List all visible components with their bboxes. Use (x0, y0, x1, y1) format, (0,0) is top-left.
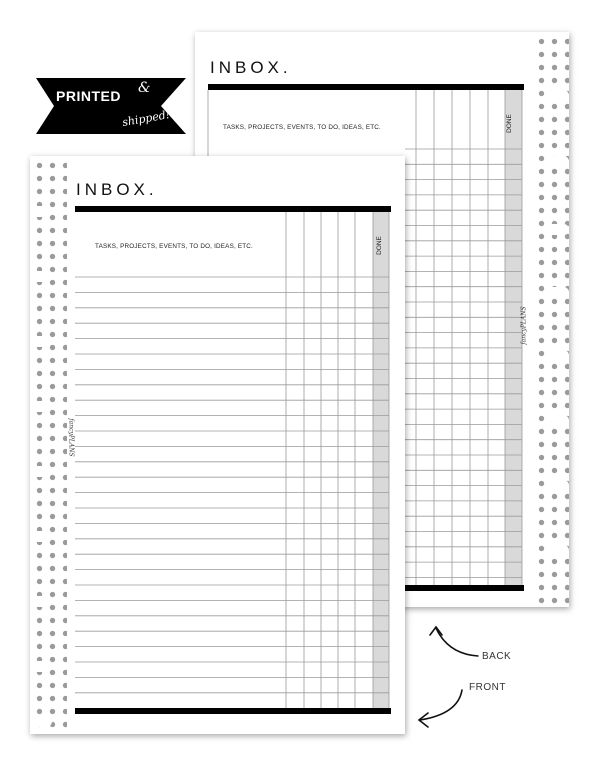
front-label: FRONT (469, 682, 506, 693)
banner-ampersand: & (138, 80, 151, 96)
back-label: BACK (482, 651, 512, 662)
banner-shipped-text: shipped! (121, 107, 172, 130)
front-arrow-icon (419, 690, 462, 727)
front-brand-logo: fancyPLANS (67, 418, 75, 457)
back-done-label: DONE (505, 114, 513, 133)
back-page-subtitle: TASKS, PROJECTS, EVENTS, TO DO, IDEAS, ETC. (223, 124, 382, 131)
back-arrow-icon (430, 627, 478, 656)
banner-printed-text: PRINTED (56, 88, 121, 104)
back-brand-logo: fancyPLANS (520, 306, 528, 345)
front-page-title: INBOX. (76, 180, 158, 199)
back-page-title: INBOX. (210, 58, 292, 77)
front-page-subtitle: TASKS, PROJECTS, EVENTS, TO DO, IDEAS, ETC. (95, 243, 254, 250)
front-done-label: DONE (375, 236, 383, 255)
